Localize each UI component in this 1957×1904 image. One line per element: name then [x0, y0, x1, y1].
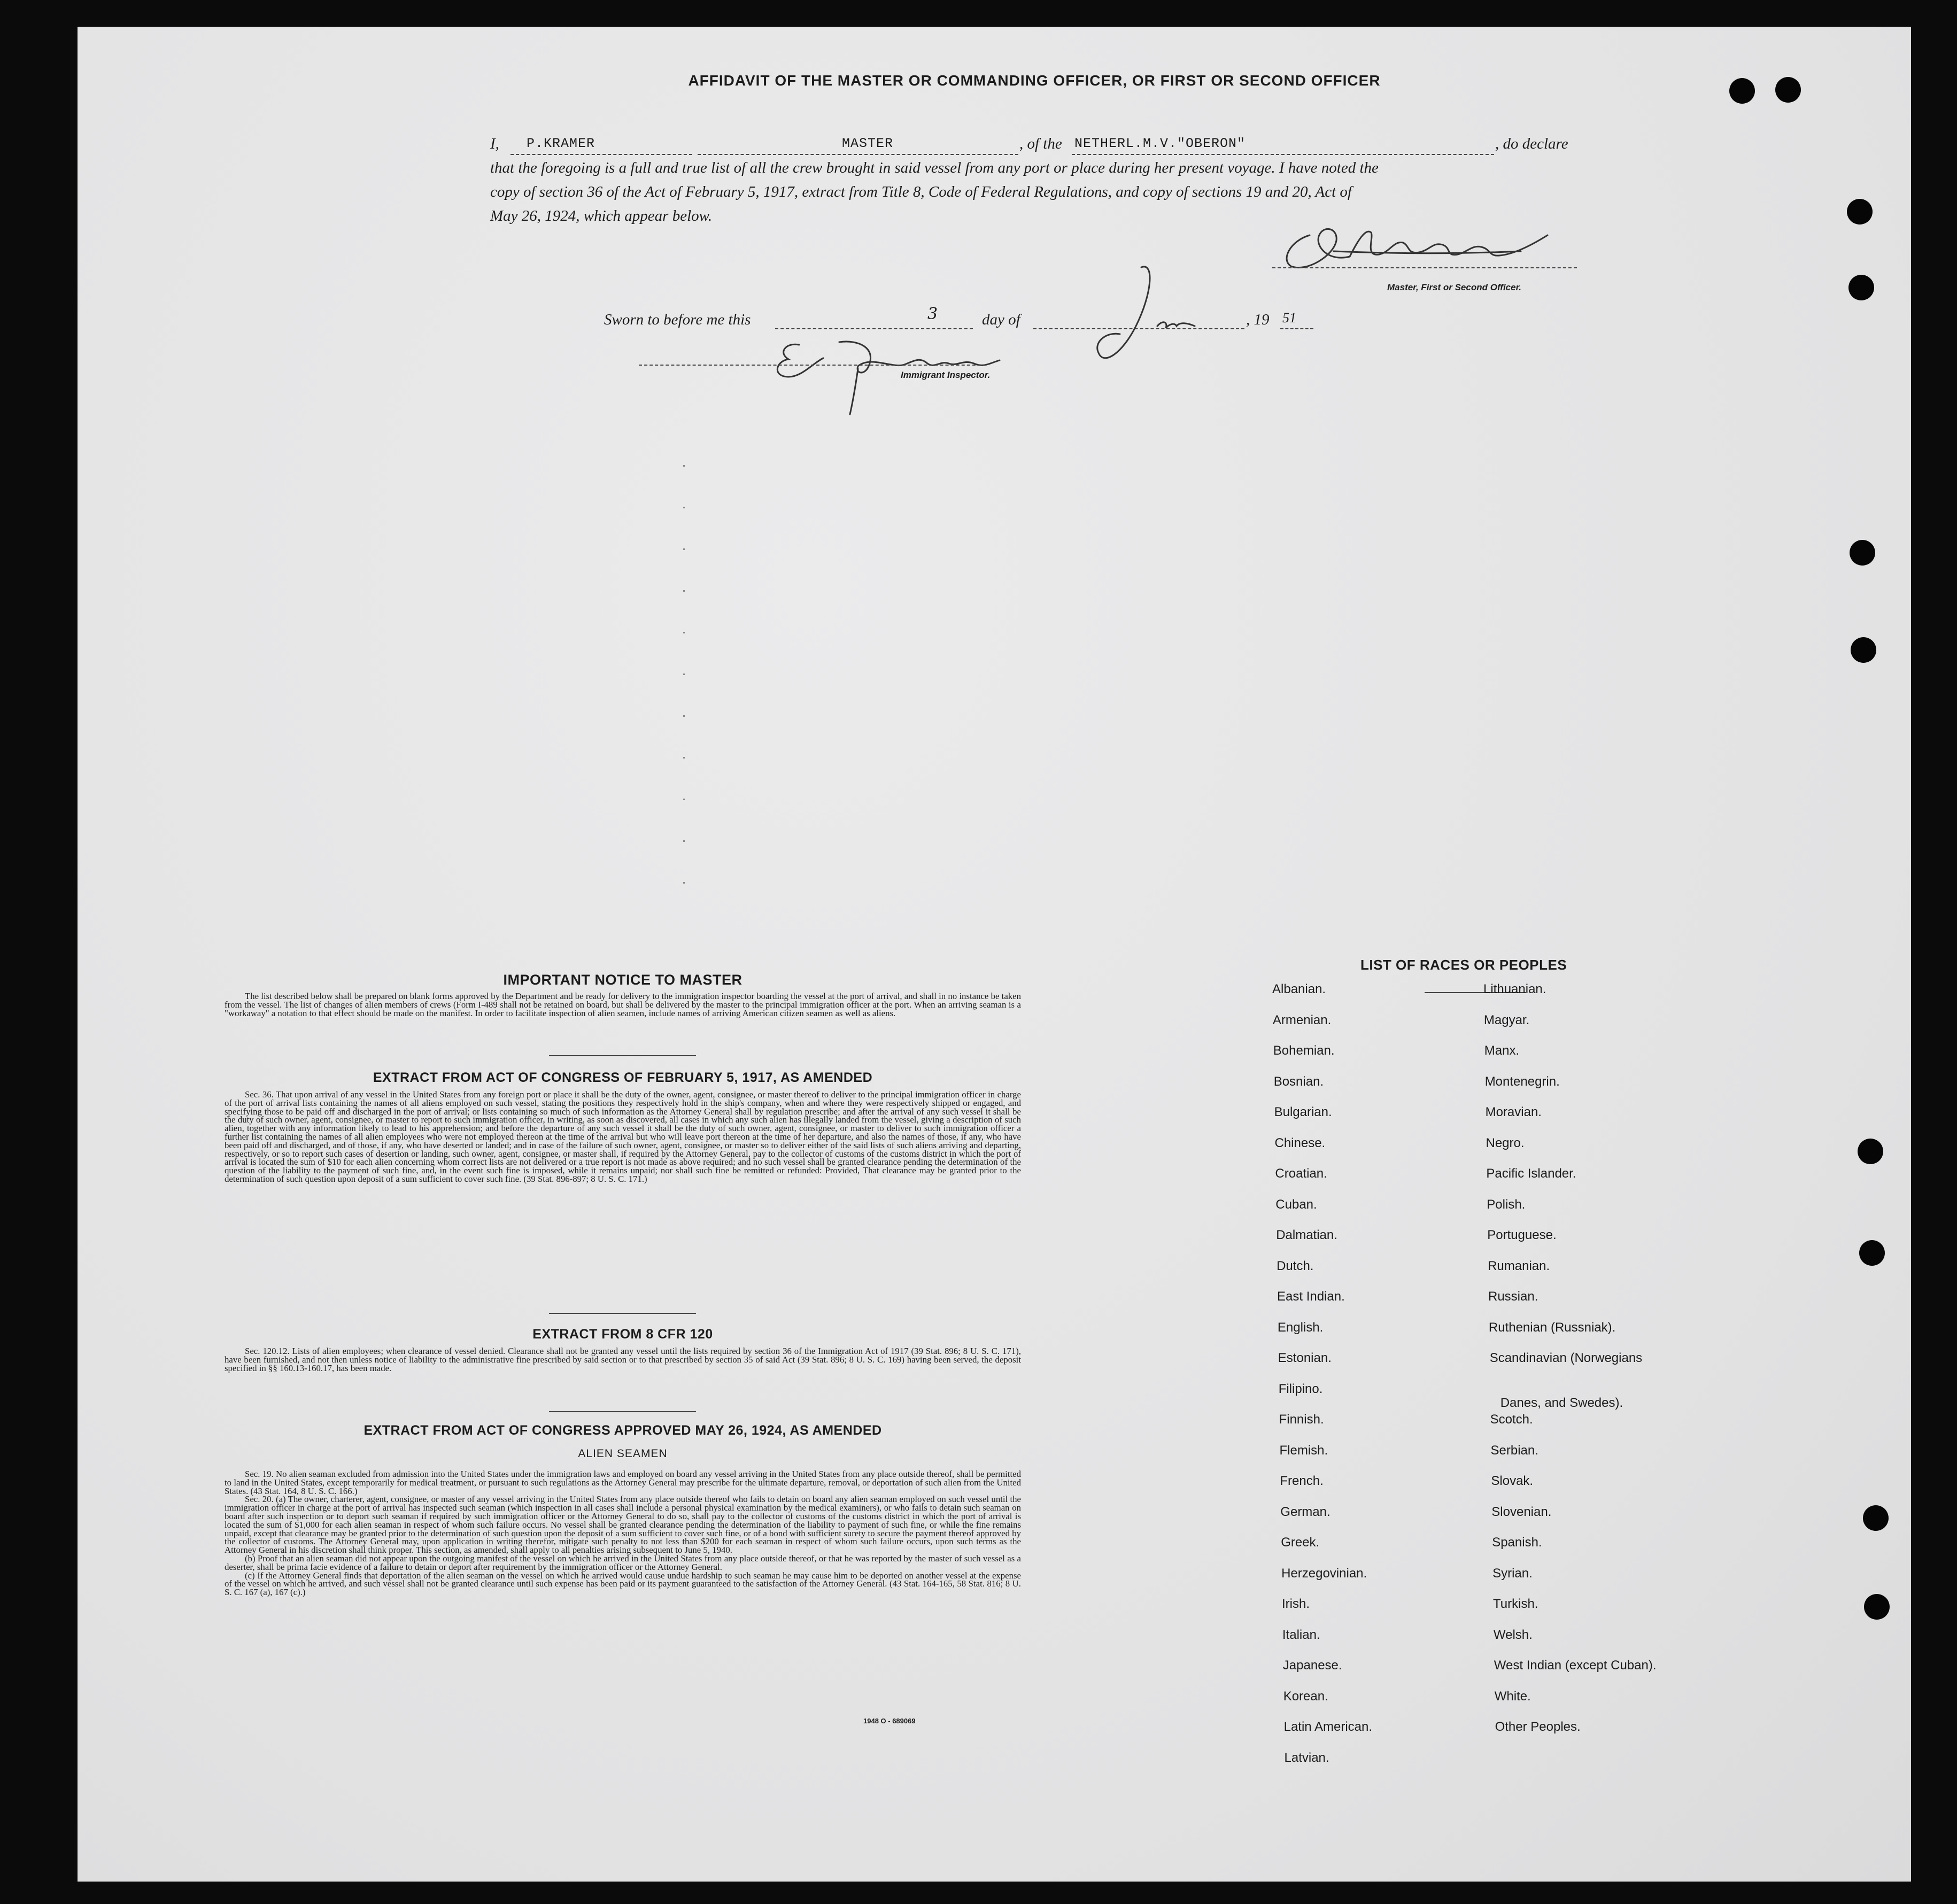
- race-item: Polish.: [1487, 1197, 1526, 1212]
- declaration-line-4: May 26, 1924, which appear below.: [490, 207, 713, 225]
- race-item: Finnish.: [1279, 1412, 1324, 1427]
- race-item: East Indian.: [1277, 1289, 1345, 1304]
- race-item: Dutch.: [1277, 1258, 1314, 1273]
- race-item: Serbian.: [1490, 1443, 1538, 1458]
- extract-1924-title: EXTRACT FROM ACT OF CONGRESS APPROVED MAY 26, 1924, AS AMENDED: [363, 1423, 882, 1438]
- punch-hole-icon: [1850, 540, 1875, 566]
- extract-1924-text: [225, 1470, 1021, 1597]
- signature-icon: [1270, 203, 1558, 273]
- race-item: Portuguese.: [1487, 1228, 1557, 1242]
- sec-20a-paragraph: Sec. 20. (a) The owner, charterer, agent, consignee, or master of any vessel arriving in the United States from any place outside thereof who fails to detain on board any alien seaman employed on such vessel until the immigration officer in charge at the port of arrival has inspected such seaman (which inspection in all cases shall include a personal physical examination by the medical examiners), or who fails to detain such seaman on board after such inspection or to deport such seaman if required by such immigration officer or the Attorney General to do so, shall pay to the collector of customs of the customs district in which the port of arrival is located the sum of $1,000 for each alien seaman in respect of whom such failure occurs. No vessel shall be granted clearance pending the determination of the liability to payment of such fine, or while the fine remains unpaid, except that clearance may be granted prior to the determination of such question upon the deposit of a sum sufficient to cover such fine, or of a bond with sufficient surety to secure the payment thereof approved by the collector of customs. The Attorney General may, upon application in writing therefor, mitigate such penalty to not less than $200 for each seaman in respect of whom such failure occurs, upon such terms as the Attorney General in his discretion shall think proper. This section, as amended, shall apply to all penalties arising subsequent to June 5, 1940.: [225, 1494, 1021, 1555]
- race-item: French.: [1280, 1474, 1324, 1488]
- race-item: Manx.: [1484, 1043, 1520, 1058]
- inspector-signature-line: [639, 365, 986, 366]
- sec-20b-paragraph: (b) Proof that an alien seaman did not appear upon the outgoing manifest of the vessel on which he arrived in the United States from any place outside thereof, or that he was reported by the master of such vessel as a deserter, shall be prima facie evidence of a failure to detain or deport after requirement by the immigration officer or the Attorney General.: [225, 1553, 1021, 1572]
- race-item: German.: [1280, 1504, 1331, 1519]
- race-item: Armenian.: [1272, 1012, 1332, 1027]
- declaration-line-2: that the foregoing is a full and true list of all the crew brought in said vessel from any port or place during her present voyage. I have noted the: [490, 159, 1379, 176]
- master-signature-line: [1272, 267, 1577, 268]
- race-item: Scandinavian (Norwegians: [1489, 1351, 1643, 1365]
- race-item: Italian.: [1282, 1627, 1320, 1642]
- race-item: Bosnian.: [1273, 1074, 1324, 1089]
- race-item: Moravian.: [1485, 1105, 1542, 1119]
- master-name: P.KRAMER: [527, 136, 595, 151]
- year-line: [1280, 328, 1313, 329]
- sec-19-paragraph: Sec. 19. No alien seaman excluded from admission into the United States under the immigration laws and employed on board any vessel arriving in the United States from any place outside thereof, shall be permitted to land in the United States, except temporarily for medical treatment, or pursuant to such regulations as the Attorney General may prescribe for the ultimate departure, removal, or deportation of such alien from the United States. (43 Stat. 164, 8 U. S. C. 166.): [225, 1469, 1021, 1496]
- punch-hole-icon: [1847, 199, 1873, 225]
- race-item: Rumanian.: [1488, 1258, 1550, 1273]
- race-item: Dalmatian.: [1276, 1228, 1337, 1242]
- race-item: Lithuanian.: [1483, 982, 1546, 996]
- declarant-label: I,: [490, 135, 499, 152]
- race-item: Negro.: [1486, 1135, 1525, 1150]
- race-item: Welsh.: [1493, 1627, 1533, 1642]
- section-divider: [549, 1055, 696, 1056]
- race-item: West Indian (except Cuban).: [1494, 1658, 1657, 1673]
- race-item: Flemish.: [1279, 1443, 1328, 1458]
- declaration-line-3: copy of section 36 of the Act of February 5, 1917, extract from Title 8, Code of Federal Regulations, and copy of sections 19 and 20, Act of: [490, 183, 1352, 200]
- rank-line: [698, 154, 1018, 155]
- vessel-line: [1072, 154, 1494, 155]
- vessel-name: NETHERL.M.V."OBERON": [1074, 136, 1246, 151]
- master-rank: MASTER: [842, 136, 894, 151]
- punch-hole-icon: [1859, 1240, 1885, 1266]
- race-item: Japanese.: [1282, 1658, 1342, 1673]
- races-title: LIST OF RACES OR PEOPLES: [1360, 957, 1567, 973]
- extract-1917-text: [225, 1090, 1021, 1183]
- race-item: English.: [1277, 1320, 1324, 1335]
- race-item: Greek.: [1281, 1535, 1320, 1550]
- punch-hole-icon: [1775, 77, 1801, 103]
- race-item: White.: [1494, 1689, 1531, 1704]
- alien-seamen-subtitle: ALIEN SEAMEN: [578, 1448, 668, 1460]
- notice-paragraph: The list described below shall be prepared on blank forms approved by the Department and be ready for delivery to the immigration inspector boarding the vessel at the port of arrival, and shall in no instance be taken from the vessel. The list of changes of alien members of crews (Form I-489 shall not be retained on board, but shall be delivered by the master to the principal immigration officer at the port. When an arriving seaman is a "workaway" a notation to that effect should be made on the manifest. In order to facilitate inspection of alien seamen, include names of arriving American citizen seamen as well as aliens.: [225, 991, 1021, 1018]
- sec-120-12-paragraph: Sec. 120.12. Lists of alien employees; when clearance of vessel denied. Clearance shall not be granted any vessel until the lists required by section 36 of the Immigration Act of 1917 (39 Stat. 896; 8 U. S. C. 171), have been furnished, and not then unless notice of liability to the administrative fine prescribed by said section or to that prescribed by section 35 of said Act (39 Stat. 896; 8 U. S. C. 169) having been served, the deposit specified in §§ 160.13-160.17, has been made.: [225, 1346, 1021, 1373]
- print-code: 1948 O - 689069: [863, 1717, 916, 1725]
- sworn-day: 3: [927, 305, 939, 323]
- extract-1917-title: EXTRACT FROM ACT OF CONGRESS OF FEBRUARY 5, 1917, AS AMENDED: [373, 1070, 873, 1085]
- race-item: Spanish.: [1492, 1535, 1542, 1550]
- notice-title: IMPORTANT NOTICE TO MASTER: [503, 972, 742, 988]
- race-item: Slovenian.: [1491, 1504, 1552, 1519]
- race-item: Chinese.: [1274, 1135, 1326, 1150]
- race-item: Montenegrin.: [1484, 1074, 1560, 1089]
- punch-hole-icon: [1848, 275, 1874, 300]
- race-item: Bulgarian.: [1274, 1105, 1332, 1119]
- race-item: Estonian.: [1278, 1351, 1332, 1365]
- race-item: Herzegovinian.: [1281, 1566, 1367, 1581]
- dotted-guide: [683, 465, 685, 909]
- sec-20c-paragraph: (c) If the Attorney General finds that deportation of the alien seaman on the vessel on which he arrived would cause undue hardship to such seaman he may cause him to be deported on another vessel at the expense of the vessel on which he arrived, and such vessel shall not be granted clearance until such expense has been paid or its payment guaranteed to the satisfaction of the Attorney General. (43 Stat. 164-165, 58 Stat. 816; 8 U. S. C. 167 (a), 167 (c).): [225, 1570, 1021, 1598]
- race-item: Turkish.: [1493, 1597, 1538, 1611]
- race-item: Latvian.: [1284, 1750, 1329, 1765]
- extract-cfr-text: [225, 1347, 1021, 1372]
- race-item: Irish.: [1282, 1597, 1310, 1611]
- affidavit-title: AFFIDAVIT OF THE MASTER OR COMMANDING OFFICER, OR FIRST OR SECOND OFFICER: [688, 72, 1381, 89]
- day-of-label: day of: [982, 311, 1020, 328]
- inspector-label: Immigrant Inspector.: [901, 370, 991, 380]
- race-item: Filipino.: [1278, 1381, 1323, 1396]
- master-officer-label: Master, First or Second Officer.: [1387, 282, 1521, 292]
- punch-hole-icon: [1864, 1594, 1890, 1620]
- race-item: Cuban.: [1275, 1197, 1317, 1212]
- section-divider: [549, 1411, 696, 1412]
- document-page: [78, 27, 1911, 1882]
- punch-hole-icon: [1729, 78, 1755, 104]
- race-item: Albanian.: [1272, 982, 1326, 996]
- of-the-label: , of the: [1019, 135, 1062, 152]
- extract-cfr-title: EXTRACT FROM 8 CFR 120: [532, 1327, 713, 1342]
- race-item: Latin American.: [1283, 1720, 1373, 1734]
- race-item: Ruthenian (Russniak).: [1488, 1320, 1616, 1335]
- race-item: Danes, and Swedes).: [1500, 1395, 1623, 1410]
- month-handwriting: [1082, 262, 1221, 369]
- punch-hole-icon: [1863, 1505, 1889, 1531]
- race-item: Other Peoples.: [1495, 1720, 1581, 1734]
- race-item: Slovak.: [1491, 1474, 1534, 1488]
- punch-hole-icon: [1858, 1139, 1883, 1164]
- race-item: Korean.: [1283, 1689, 1328, 1704]
- section-divider: [549, 1313, 696, 1314]
- do-declare-label: , do declare: [1495, 135, 1568, 152]
- race-item: Pacific Islander.: [1486, 1166, 1576, 1181]
- race-item: Bohemian.: [1273, 1043, 1335, 1058]
- punch-hole-icon: [1851, 637, 1876, 663]
- notice-text: [225, 992, 1021, 1017]
- sworn-label: Sworn to before me this: [604, 311, 751, 328]
- race-item: Magyar.: [1483, 1012, 1530, 1027]
- race-item: Croatian.: [1275, 1166, 1327, 1181]
- race-item: Russian.: [1488, 1289, 1538, 1304]
- name-line: [510, 154, 692, 155]
- year-suffix: 51: [1282, 310, 1296, 326]
- race-item: Scotch.: [1490, 1412, 1533, 1427]
- race-item: Syrian.: [1492, 1566, 1533, 1581]
- section-36-paragraph: Sec. 36. That upon arrival of any vessel in the United States from any foreign port or place it shall be the duty of the owner, agent, consignee, or master thereof to deliver to the principal immigration officer in charge of the port of arrival lists containing the names of all aliens employed on such vessel, stating the positions they respectively hold in the ship's company, when and where they were respectively shipped or engaged, and specifying those to be paid off and discharged in the port of arrival; or lists containing so much of such information as the Attorney General shall by regulation prescribe; and after the arrival of any such vessel it shall be the duty of such owner, agent, consignee, or master to report to such immigration officer, in writing, as soon as discovered, all cases in which any such alien has illegally landed from the vessel, giving a description of such alien, together with any information likely to lead to his apprehension; and before the departure of any such vessel it shall be the duty of such owner, agent, consignee, or master to deliver to such immigration officer a further list containing the names of all alien employees who were not employed thereon at the time of the arrival but who will leave port thereon at the time of her departure, and also the names of those, if any, who have been paid off and discharged, and of those, if any, who have deserted or landed; and in case of the failure of such owner, agent, consignee, or master so to deliver either of the said lists of such aliens arriving and departing, respectively, or so to report such cases of desertion or landing, such owner, agent, consignee, or master shall, if required by the Attorney General, pay to the collector of customs of the customs district in which the port of arrival is located the sum of $10 for each alien concerning whom correct lists are not delivered or a true report is not made as above required; and no such vessel shall be granted clearance pending the determination of the question of the liability to the payment of such fine, and, in the event such fine is imposed, while it remains unpaid; nor shall such fine be remitted or refunded: Provided, That clearance may be granted prior to the determination of such question upon deposit of a sum sufficient to cover such fine. (39 Stat. 896-897; 8 U. S. C. 171.): [225, 1089, 1021, 1184]
- year-prefix: , 19: [1246, 311, 1270, 328]
